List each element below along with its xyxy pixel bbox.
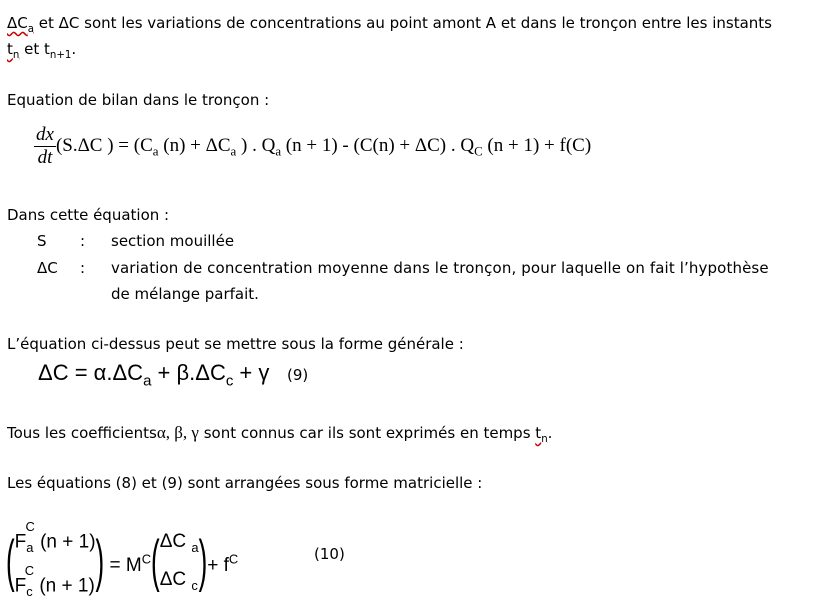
general-form-label: L’équation ci-dessus peut se mettre sous la forme générale : bbox=[7, 335, 464, 353]
left-paren: ( bbox=[6, 527, 15, 594]
def-s-desc: section mouillée bbox=[111, 232, 235, 250]
equation-9-number: (9) bbox=[287, 366, 309, 384]
def-s-sep: : bbox=[80, 232, 86, 250]
bilan-title: Equation de bilan dans le tronçon : bbox=[7, 91, 270, 109]
dans-equation-label: Dans cette équation : bbox=[7, 206, 170, 224]
coefficients-line: Tous les coefficientsα, β, γ sont connus car ils sont exprimés en temps $t_n$. bbox=[7, 423, 553, 445]
delta-vector: ΔC $_a$ ΔC $_c$ bbox=[159, 531, 199, 593]
bilan-equation: $\frac{dx}{dt}$ (S.ΔC ) = ($C_a$ $(n) + \Delta C_a$ ) . $Q_a$ (n + 1) - (C(n) + ΔC) . $Q_C$ (n + 1) + f(C) bbox=[36, 124, 592, 168]
def-dc-sep: : bbox=[80, 259, 86, 277]
lhs-vector: $F_a^C$ (n + 1) $F_c^C$ (n + 1) bbox=[14, 519, 96, 600]
matrix-intro: Les équations (8) et (9) sont arrangées sous forme matricielle : bbox=[7, 474, 483, 492]
intro-line-1: $\Delta C_a$ et ΔC sont les variations de concentrations au point amont A et dans le tronçon entre les instants bbox=[7, 14, 772, 35]
def-dc-desc: variation de concentration moyenne dans le tronçon, pour laquelle on fait l’hypothèse bbox=[111, 259, 769, 277]
def-dc-desc-cont: de mélange parfait. bbox=[111, 285, 259, 303]
dx-dt-fraction: $\frac{dx}{dt}$ bbox=[36, 124, 54, 168]
tn-symbol: $t_n$ bbox=[7, 40, 20, 61]
delta-ca-symbol: $\Delta C_a$ bbox=[7, 14, 34, 35]
def-dc-symbol: ΔC bbox=[37, 259, 58, 277]
def-s-symbol: S bbox=[37, 232, 47, 250]
equation-10: ( $F_a^C$ (n + 1) $F_c^C$ (n + 1) ) = $M^C$( ΔC $_a$ ΔC $_c$ )+ $f^C$ bbox=[6, 520, 238, 608]
equation-10-number: (10) bbox=[314, 545, 345, 563]
intro-line-2: $t_n$ et $t_{n+1}$. bbox=[7, 40, 77, 61]
equation-9: $\Delta C = \alpha.\Delta C_a + \beta.\Delta C_c + \gamma$ bbox=[38, 360, 270, 390]
tn-symbol-2: $t_n$ bbox=[535, 424, 548, 445]
